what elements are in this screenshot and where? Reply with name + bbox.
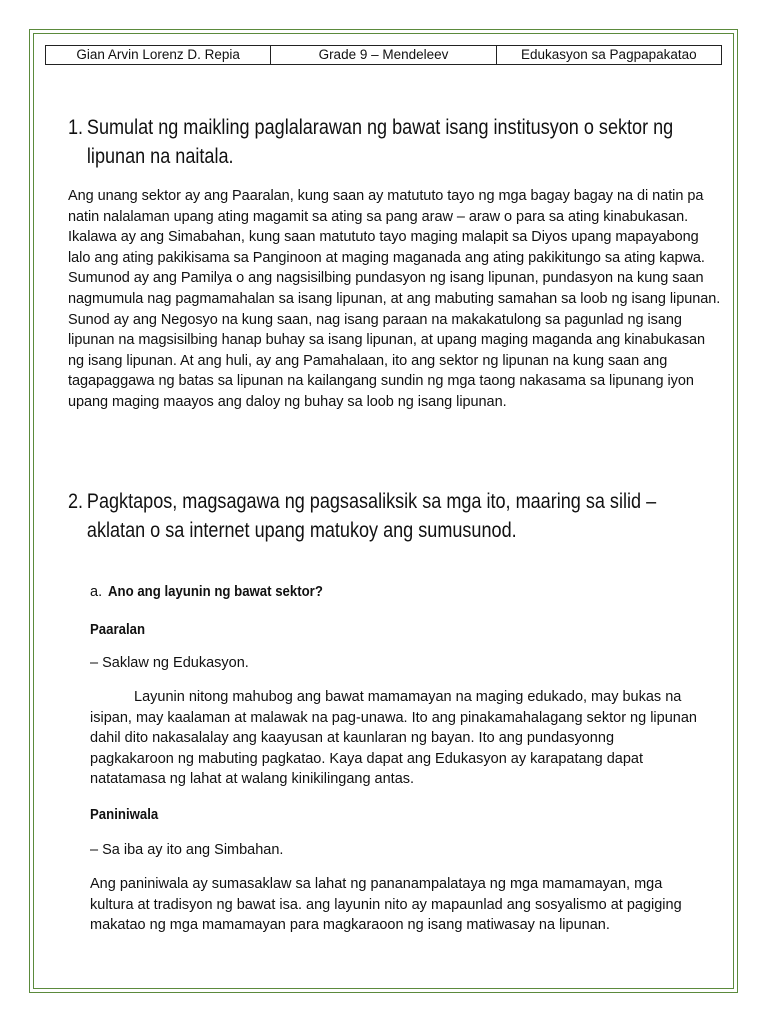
section-paragraph-paaralan-text: Layunin nitong mahubog ang bawat mamamayan na maging edukado, may bukas na isipan, may kaalaman at malawak na pag-unawa. Ito ang pinakamahalagang sektor ng lipunan dahil dito nakasalalay ang kaayusan at kaunlaran ng bayan. Ito ang pundasyonng pagkakaroon ng mabuting pagkatao. Kaya dapat ang Edukasyon ay karapatang dapat natatamasa ng lahat at walang kinikilingang antas. xyxy=(90,689,697,788)
grade-section: Grade 9 – Mendeleev xyxy=(271,46,496,64)
sub-question-a-letter: a. xyxy=(90,584,103,600)
question-1-line2: lipunan na naitala. xyxy=(86,145,234,168)
sub-question-a xyxy=(90,583,352,600)
question-1-number: 1. xyxy=(68,116,84,139)
question-2-line1: Pagktapos, magsagawa ng pagsasaliksik sa mga ito, maaring sa silid – xyxy=(86,490,657,513)
section-note-paaralan: – Saklaw ng Edukasyon. xyxy=(90,655,249,671)
section-note-paniniwala: – Sa iba ay ito ang Simbahan. xyxy=(90,842,284,858)
question-2-number: 2. xyxy=(68,490,84,513)
section-paragraph-paniniwala: Ang paniniwala ay sumasaklaw sa lahat ng pananampalataya ng mga mamamayan, mga kultura at tradisyon ng bawat isa. ang layunin nito ay mapaunlad ang sosyalismo at pagiging makatao ng mga mamamayan para magkaraoon ng isang matiwasay na lipunan. xyxy=(90,876,682,934)
section-heading-paaralan: Paaralan xyxy=(90,621,146,638)
question-1-line1: Sumulat ng maikling paglalarawan ng bawat isang institusyon o sektor ng xyxy=(86,116,674,139)
header-table xyxy=(45,45,722,65)
question-2 xyxy=(68,487,708,545)
answer-1-paragraph: Ang unang sektor ay ang Paaralan, kung saan ay matututo tayo ng mga bagay bagay na di natin pa natin nalalaman upang ating magamit sa ating sa pang araw – araw o para sa ating kinabukasan. Ikalawa ay ang Simabahan, kung saan matututo tayo maging malapit sa Diyos upang mapayabong lalo ang ating pakikisama sa Panginoon at maging maganada ang ating pakikitungo sa ating kapwa. Sumunod ay ang Pamilya o ang nagsisilbing pundasyon ng isang lipunan, pundasyon na kung saan nagmumula nag pagmamahalan sa isang lipunan, at ang mabuting samahan sa loob ng isang lipunan. Sunod ay ang Negosyo na kung saan, nag isang paraan na makakatulong sa pagunlad ng isang lipunan na magsisilbing hanap buhay sa isang lipunan, at upang maging maganda ang kinabukasan ng isang lipunan. At ang huli, ay ang Pamahalaan, ito ang sektor ng lipunan na kung saan ang tagapaggawa ng batas sa lipunan na kailangang sundin ng mga taong nakasama sa lipunang iyon upang maging maayos ang daloy ng buhay sa loob ng isang lipunan. xyxy=(68,188,721,410)
subject-name: Edukasyon sa Pagpapakatao xyxy=(521,47,697,62)
question-2-line2: aklatan o sa internet upang matukoy ang sumusunod. xyxy=(86,519,517,542)
question-1 xyxy=(68,113,708,171)
sub-question-a-text: Ano ang layunin ng bawat sektor? xyxy=(108,583,323,600)
section-paragraph-paaralan xyxy=(90,687,698,790)
student-name: Gian Arvin Lorenz D. Repia xyxy=(46,46,271,64)
section-heading-paniniwala: Paniniwala xyxy=(90,806,159,823)
